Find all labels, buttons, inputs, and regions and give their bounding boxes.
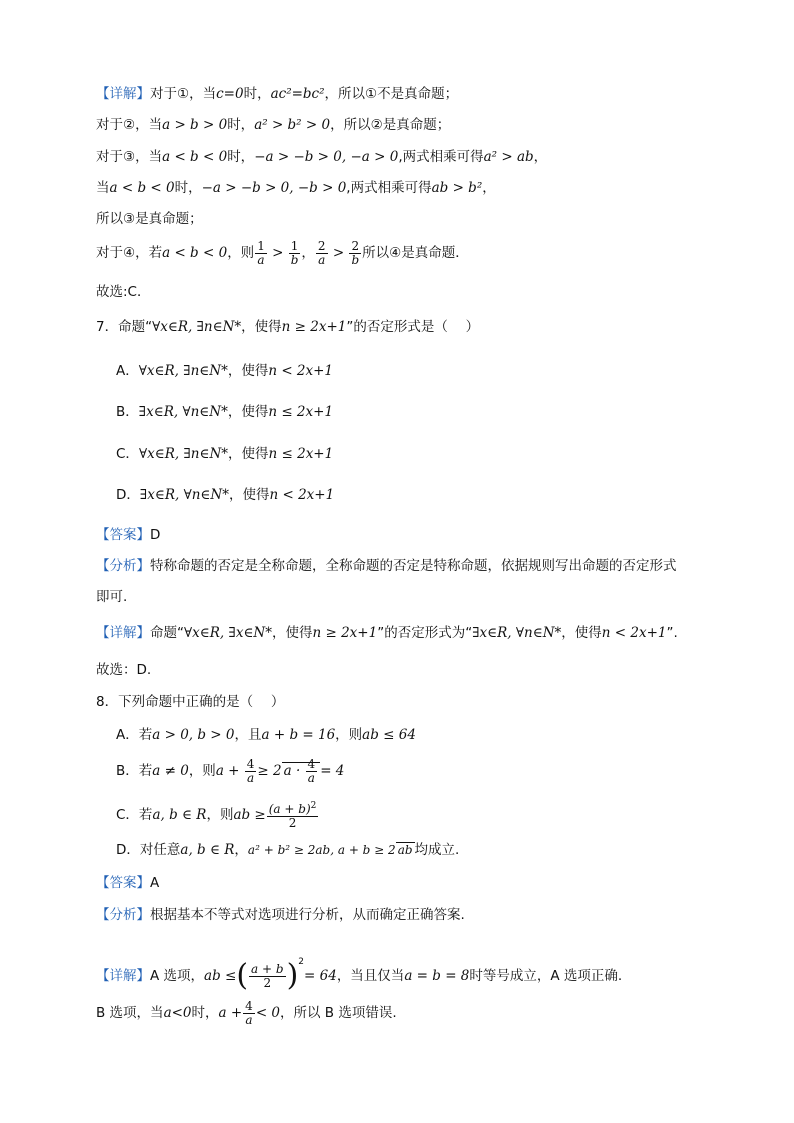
question-7-option-c: C．∀x∈R, ∃n∈N*，使得n ≤ 2x+1	[116, 446, 334, 462]
detail-line-2: 对于②，当a > b > 0时，a² > b² > 0，所以②是真命题；	[96, 117, 451, 133]
detail-line-3: 对于③，当a < b < 0时，−a > −b > 0, −a > 0,两式相乘可得a² > ab，	[96, 149, 548, 165]
question-7-option-d: D．∃x∈R, ∀n∈N*，使得n < 2x+1	[116, 487, 335, 503]
detail-line-1: 【详解】对于①，当c=0时，ac²=bc²，所以①不是真命题；	[96, 86, 459, 102]
question-7-stem: 7．命题“∀x∈R, ∃n∈N*，使得n ≥ 2x+1”的否定形式是（ ）	[96, 319, 480, 335]
question-8-option-c: C．若a, b ∈ R，则ab ≥ $\frac{(a + b)^2}{2}$	[116, 801, 317, 830]
question-7-analysis-line-2: 即可.	[96, 589, 128, 605]
fraction-a-plus-b-squared-over-2: $\frac{(a + b)^2}{2}$	[268, 801, 317, 830]
detail-line-5: 所以③是真命题；	[96, 211, 203, 227]
question-8-detail-b: B 选项，当a<0时，a + $\frac{4}{a}$ < 0，所以 B 选项错误.	[96, 998, 397, 1027]
question-7-option-b: B．∃x∈R, ∀n∈N*，使得n ≤ 2x+1	[116, 404, 334, 420]
detail-conclusion: 故选:C．	[96, 284, 151, 300]
detail-line-6: 对于④，若a < b < 0，则 $\frac{1}{a}$ > $\frac{1}{b}$ ， $\frac{2}{a}$ > $\frac{2}{b}$ 所以④是真命题．	[96, 238, 469, 267]
question-7-option-a: A．∀x∈R, ∃n∈N*，使得n < 2x+1	[116, 363, 334, 379]
question-8-stem: 8．下列命题中正确的是（ ）	[96, 694, 285, 710]
fraction-1-over-a: $\frac{1}{a}$	[257, 238, 265, 267]
question-7-final: 故选：D.	[96, 662, 152, 678]
fraction-a-plus-b-over-2: $\frac{a + b}{2}$	[251, 961, 284, 990]
fraction-2-over-a: $\frac{2}{a}$	[317, 238, 326, 267]
question-8-option-b: B．若a ≠ 0，则a + $\frac{4}{a}$ ≥ 2 a · $\frac{4}{a}$ = 4	[116, 756, 345, 785]
question-7-analysis-line-1: 【分析】特称命题的否定是全称命题，全称命题的否定是特称命题，依据规则写出命题的否定形式	[96, 558, 677, 574]
detail-line-4: 当a < b < 0时，−a > −b > 0, −b > 0,两式相乘可得ab > b²，	[96, 180, 496, 196]
question-8-detail-a: 【详解】A 选项，ab ≤( $\frac{a + b}{2}$ )$^2$= 64，当且仅当a = b = 8时等号成立，A 选项正确.	[96, 957, 623, 993]
question-8-option-a: A．若a > 0, b > 0，且a + b = 16，则ab ≤ 64	[116, 727, 416, 743]
question-8-answer: 【答案】A	[96, 875, 160, 891]
fraction-2-over-b: $\frac{2}{b}$	[351, 238, 360, 267]
fraction-1-over-b: $\frac{1}{b}$	[290, 238, 299, 267]
detail-tag: 【详解】	[96, 86, 150, 102]
sqrt-a-times-4-over-a: a · $\frac{4}{a}$	[282, 762, 321, 779]
fraction-4-over-a: $\frac{4}{a}$	[246, 756, 255, 785]
question-7-detail: 【详解】命题“∀x∈R, ∃x∈N*，使得n ≥ 2x+1”的否定形式为“∃x∈R, ∀n∈N*，使得n < 2x+1”.	[96, 625, 678, 641]
question-8-analysis: 【分析】根据基本不等式对选项进行分析，从而确定正确答案.	[96, 907, 465, 923]
question-8-option-d: D．对任意a, b ∈ R，a² + b² ≥ 2ab, a + b ≥ 2 ab 均成立.	[116, 842, 460, 858]
question-7-answer: 【答案】D	[96, 527, 161, 543]
fraction-4-over-a-b: $\frac{4}{a}$	[245, 998, 253, 1027]
